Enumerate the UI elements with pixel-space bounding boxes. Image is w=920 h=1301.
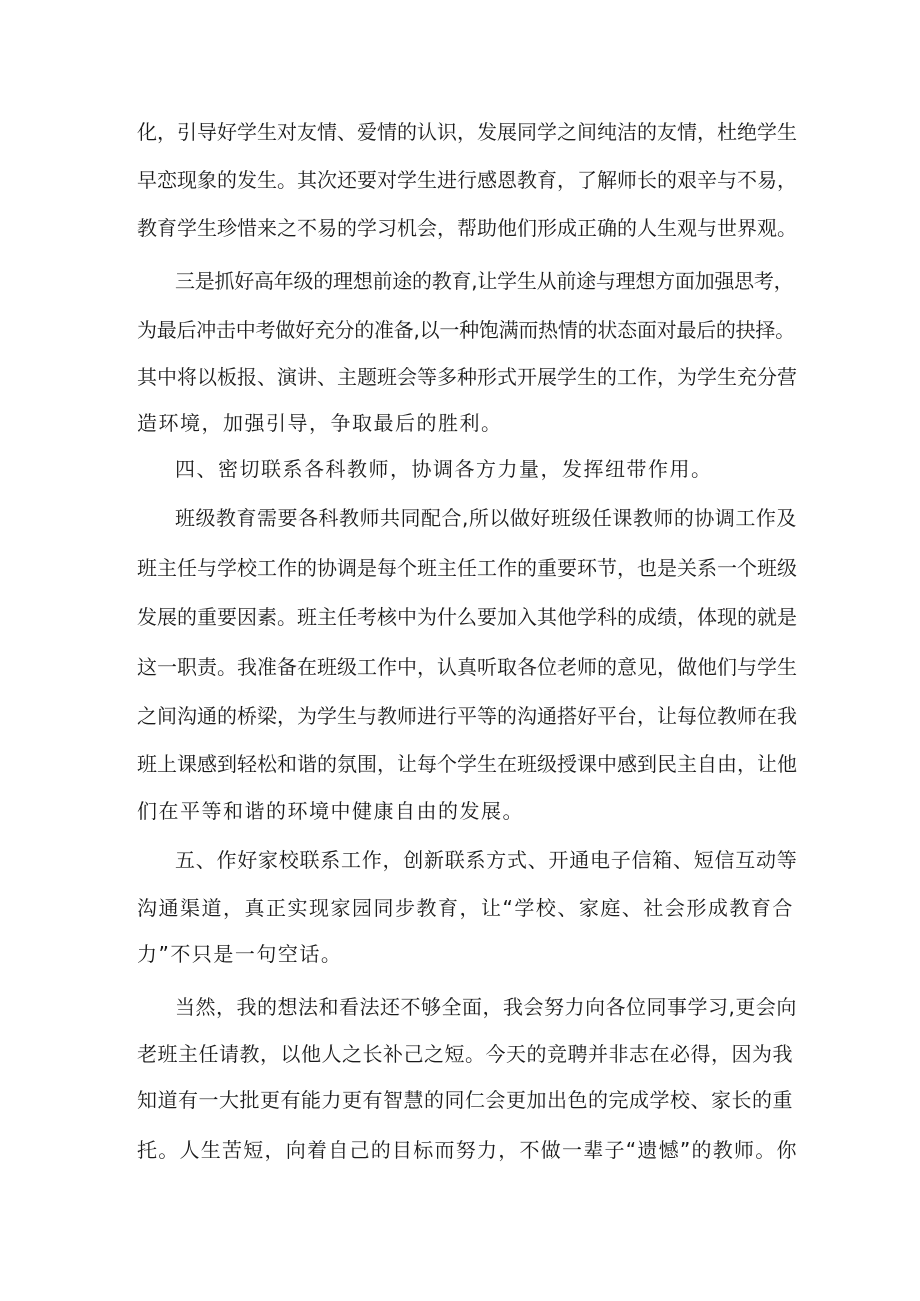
text-line: 造环境，加强引导，争取最后的胜利。 (137, 411, 503, 435)
text-line: 为最后冲击中考做好充分的准备,以一种饱满而热情的状态面对最后的抉择。 (137, 318, 795, 342)
text-line: 五、作好家校联系工作，创新联系方式、开通电子信箱、短信互动等 (175, 848, 798, 872)
text-line: 班上课感到轻松和谐的氛围，让每个学生在班级授课中感到民主自由，让他 (137, 752, 797, 776)
text-line: 老班主任请教，以他人之长补己之短。今天的竞聘并非志在必得，因为我 (137, 1042, 793, 1066)
text-line: 其中将以板报、演讲、主题班会等多种形式开展学生的工作，为学生充分营 (137, 365, 797, 389)
text-line: 沟通渠道，真正实现家园同步教育，让“学校、家庭、社会形成教育合 (137, 896, 794, 920)
text-line: 早恋现象的发生。其次还要对学生进行感恩教育，了解师长的艰辛与不易， (137, 168, 797, 192)
text-line: 教育学生珍惜来之不易的学习机会，帮助他们形成正确的人生观与世界观。 (137, 216, 797, 240)
text-line: 班级教育需要各科教师共同配合,所以做好班级任课教师的协调工作及 (175, 506, 797, 530)
text-line: 三是抓好高年级的理想前途的教育,让学生从前途与理想方面加强思考， (175, 269, 794, 293)
text-line: 当然，我的想法和看法还不够全面，我会努力向各位同事学习,更会向 (175, 995, 797, 1019)
text-line: 化，引导好学生对友情、爱情的认识，发展同学之间纯洁的友情，杜绝学生 (137, 120, 797, 144)
text-line: 发展的重要因素。班主任考核中为什么要加入其他学科的成绩，体现的就是 (137, 605, 797, 629)
text-line: 之间沟通的桥梁，为学生与教师进行平等的沟通搭好平台，让每位教师在我 (137, 704, 797, 728)
text-line: 托。人生苦短，向着自己的目标而努力，不做一辈子“遗憾”的教师。你 (137, 1138, 798, 1162)
text-line: 班主任与学校工作的协调是每个班主任工作的重要环节，也是关系一个班级 (137, 556, 797, 580)
text-line: 们在平等和谐的环境中健康自由的发展。 (137, 799, 524, 823)
text-line: 这一职责。我准备在班级工作中，认真听取各位老师的意见，做他们与学生 (137, 655, 797, 679)
text-line: 力”不只是一句空话。 (137, 942, 343, 966)
text-line: 知道有一大批更有能力更有智慧的同仁会更加出色的完成学校、家长的重 (137, 1088, 793, 1112)
text-line: 四、密切联系各科教师，协调各方力量，发挥纽带作用。 (175, 457, 713, 481)
